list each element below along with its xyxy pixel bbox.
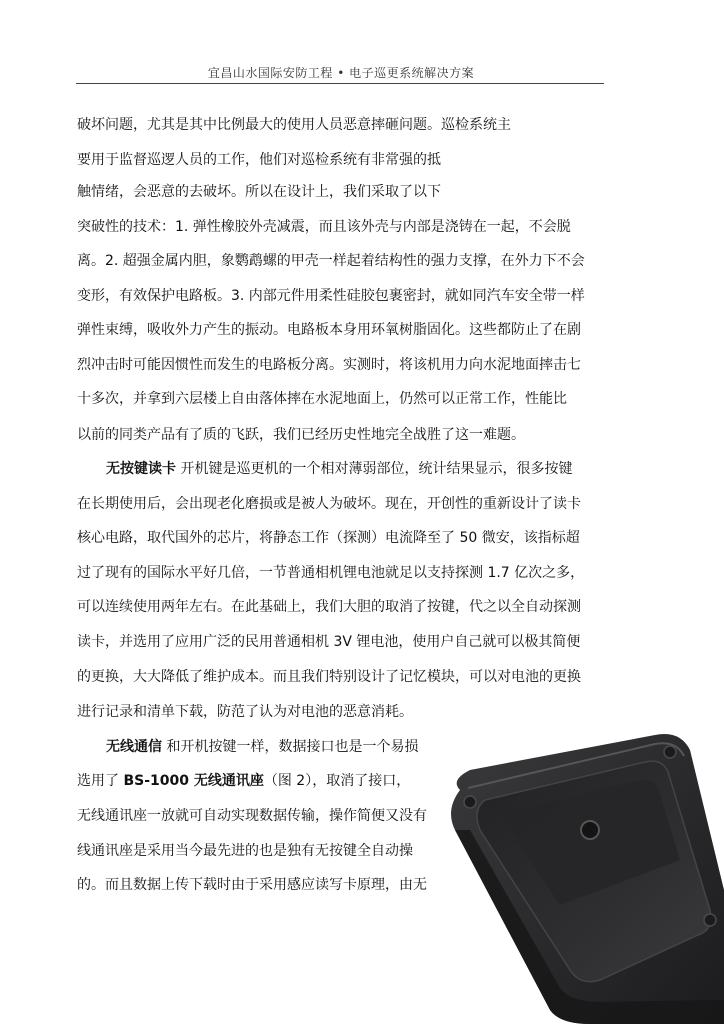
product-name: BS-1000 无线通讯座 [123, 773, 264, 789]
paragraph-line: 十多次，并拿到六层楼上自由落体摔在水泥地面上，仍然可以正常工作，性能比 [77, 391, 567, 407]
paragraph-line: 烈冲击时可能因惯性而发生的电路板分离。实测时，将该机用力向水泥地面摔击七 [77, 357, 581, 373]
paragraph-line: 弹性束缚，吸收外力产生的振动。电路板本身用环氧树脂固化。这些都防止了在剧 [77, 322, 581, 338]
paragraph-line [77, 772, 410, 790]
paragraph-line: 线通讯座是采用当今最先进的也是独有无按键全自动操 [77, 843, 413, 859]
paragraph-line: 的。而且数据上传下载时由于采用感应读写卡原理，由无 [77, 877, 427, 893]
paragraph-line: 可以连续使用两年左右。在此基础上，我们大胆的取消了按键，代之以全自动探测 [77, 599, 581, 615]
paragraph-line: 离。2. 超强金属内胆，象鹦鹉螺的甲壳一样起着结构性的强力支撑，在外力下不会 [77, 253, 585, 269]
paragraph-text: （图 2），取消了接口， [263, 773, 411, 789]
paragraph-line: 核心电路，取代国外的芯片，将静态工作（探测）电流降至了 50 微安，该指标超 [77, 530, 580, 546]
paragraph-first-line [106, 460, 572, 478]
paragraph-line: 过了现有的国际水平好几倍，一节普通相机锂电池就足以支持探测 1.7 亿次之多， [77, 565, 585, 581]
paragraph-first-line [106, 738, 418, 756]
paragraph-line: 在长期使用后，会出现老化磨损或是被人为破坏。现在，开创性的重新设计了读卡 [77, 496, 581, 512]
paragraph-line: 以前的同类产品有了质的飞跃，我们已经历史性地完全战胜了这一难题。 [77, 427, 525, 443]
paragraph-text: 选用了 [77, 773, 124, 789]
page-header-title: 宜昌山水国际安防工程 • 电子巡更系统解决方案 [207, 66, 475, 80]
header-rule [76, 83, 604, 84]
paragraph-text: 和开机按键一样，数据接口也是一个易损 [162, 739, 419, 755]
paragraph-line: 无线通讯座一放就可自动实现数据传输，操作简便又没有 [77, 808, 427, 824]
paragraph-line: 进行记录和清单下载，防范了认为对电池的恶意消耗。 [77, 704, 413, 720]
section-heading-wireless: 无线通信 [106, 739, 162, 755]
paragraph-line: 突破性的技术：1. 弹性橡胶外壳减震，而且该外壳与内部是浇铸在一起，不会脱 [77, 219, 571, 235]
paragraph-line: 要用于监督巡逻人员的工作，他们对巡检系统有非常强的抵 [77, 152, 441, 168]
paragraph-line: 变形，有效保护电路板。3. 内部元件用柔性硅胶包裹密封，就如同汽车安全带一样 [77, 288, 585, 304]
paragraph-line: 破坏问题，尤其是其中比例最大的使用人员恶意摔砸问题。巡检系统主 [77, 117, 511, 133]
section-heading-keyless: 无按键读卡 [106, 461, 176, 477]
paragraph-line: 读卡，并选用了应用广泛的民用普通相机 3V 锂电池，使用户自己就可以极其简便 [77, 634, 581, 650]
paragraph-text: 开机键是巡更机的一个相对薄弱部位，统计结果显示，很多按键 [176, 461, 573, 477]
wireless-dock-photo [440, 730, 724, 1024]
paragraph-line: 触情绪，会恶意的去破坏。所以在设计上，我们采取了以下 [77, 184, 441, 200]
paragraph-line: 的更换，大大降低了维护成本。而且我们特别设计了记忆模块，可以对电池的更换 [77, 669, 581, 685]
